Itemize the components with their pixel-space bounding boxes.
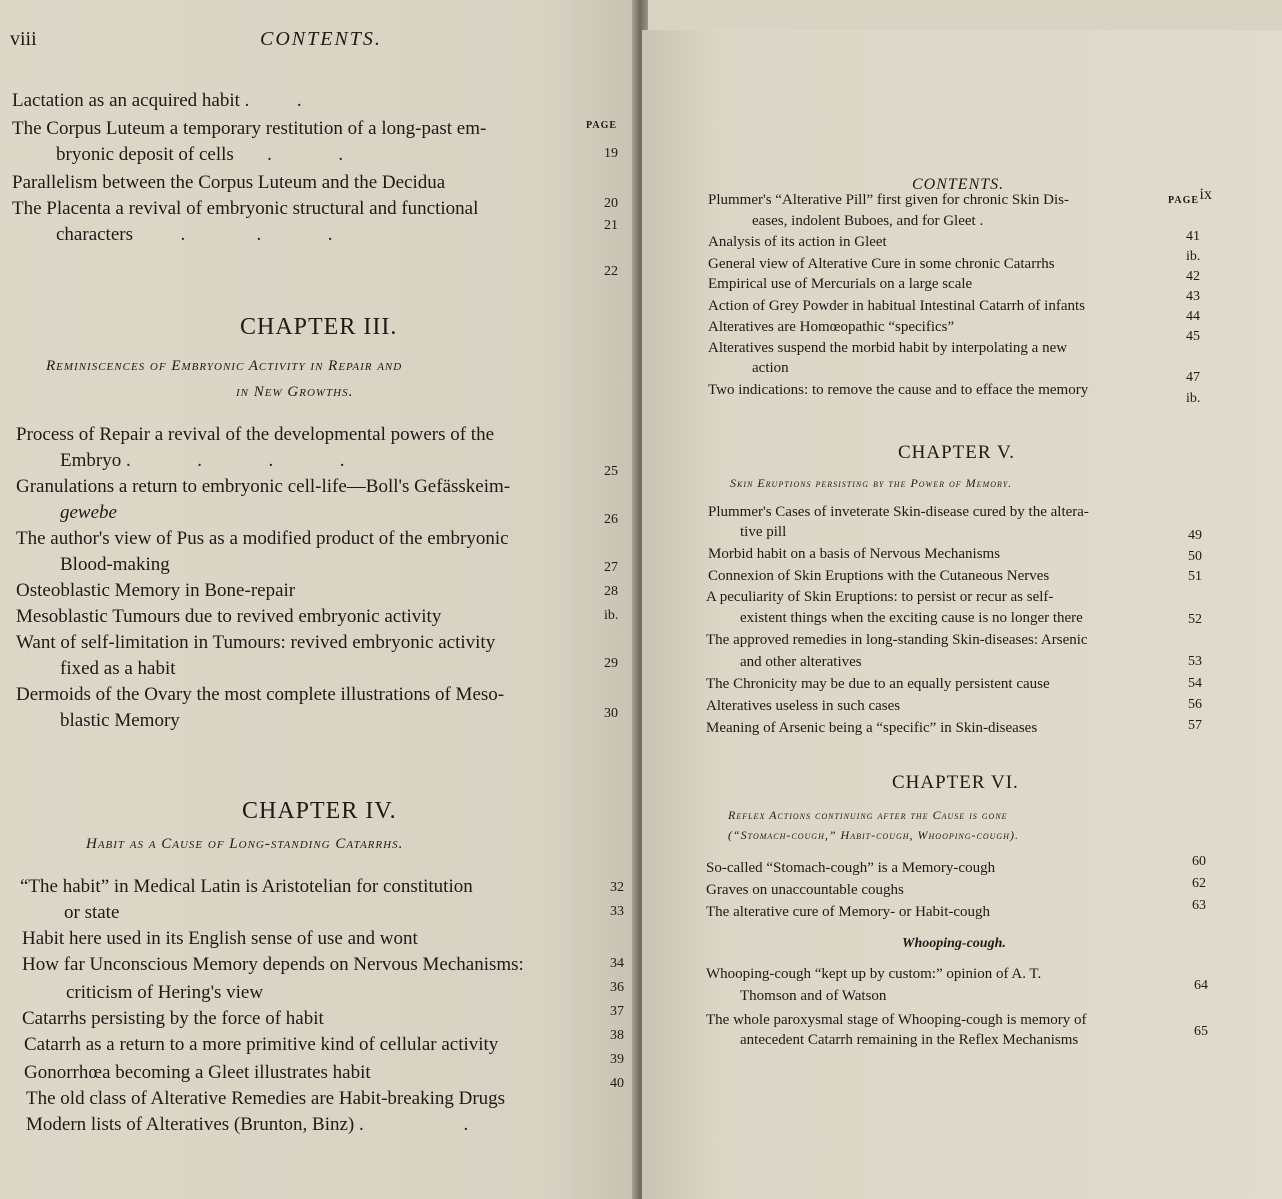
toc-entry: Alteratives useless in such cases: [706, 698, 901, 714]
toc-page-ref: 63: [1192, 898, 1206, 913]
chapter-subtitle: (“Stomach-cough,” Habit-cough, Whooping-cough).: [728, 828, 1019, 842]
chapter-title: CHAPTER VI.: [892, 772, 1019, 793]
toc-entry-cont: fixed as a habit: [60, 658, 176, 679]
toc-entry: Catarrhs persisting by the force of habit: [22, 1008, 324, 1029]
toc-entry-cont: gewebe: [60, 502, 117, 523]
toc-entry: “The habit” in Medical Latin is Aristotelian for constitution: [20, 876, 473, 897]
right-page: [642, 30, 1282, 1199]
toc-entry: Parallelism between the Corpus Luteum and the Decidua: [12, 172, 446, 193]
toc-page-ref: 41: [1186, 229, 1200, 244]
toc-entry-cont: or state: [64, 902, 120, 923]
toc-entry: The whole paroxysmal stage of Whooping-cough is memory of: [706, 1012, 1087, 1028]
toc-entry: Dermoids of the Ovary the most complete illustrations of Meso-: [16, 684, 505, 705]
toc-page-ref: 28: [604, 584, 618, 599]
toc-page-ref: 54: [1188, 676, 1202, 691]
toc-page-ref: 62: [1192, 876, 1206, 891]
toc-page-ref: 56: [1188, 697, 1202, 712]
chapter-subtitle: Skin Eruptions persisting by the Power of Memory.: [730, 476, 1013, 490]
toc-page-ref: 38: [610, 1028, 624, 1043]
toc-entry: A peculiarity of Skin Eruptions: to persist or recur as self-: [706, 589, 1054, 605]
toc-entry: General view of Alterative Cure in some chronic Catarrhs: [708, 256, 1055, 272]
toc-page-ref: 52: [1188, 612, 1202, 627]
chapter-subtitle: Reflex Actions continuing after the Cause is gone: [728, 808, 1008, 822]
chapter-subtitle: in New Growths.: [236, 384, 354, 400]
toc-entry: Alteratives are Homœopathic “specifics”: [708, 319, 955, 335]
toc-entry: Mesoblastic Tumours due to revived embryonic activity: [16, 606, 442, 627]
toc-page-ref: 65: [1194, 1024, 1208, 1039]
toc-entry: Catarrh as a return to a more primitive kind of cellular activity: [24, 1034, 499, 1055]
chapter-subtitle: Habit as a Cause of Long-standing Catarrhs.: [86, 836, 404, 852]
toc-entry: How far Unconscious Memory depends on Nervous Mechanisms:: [22, 954, 524, 975]
toc-entry: The Placenta a revival of embryonic structural and functional: [12, 198, 479, 219]
toc-page-ref: 53: [1188, 654, 1202, 669]
toc-entry: Modern lists of Alteratives (Brunton, Binz) . .: [26, 1114, 469, 1135]
toc-entry: Want of self-limitation in Tumours: revived embryonic activity: [16, 632, 496, 653]
toc-entry-cont: existent things when the exciting cause is no longer there: [740, 610, 1083, 626]
toc-page-ref: ib.: [1186, 391, 1201, 406]
chapter-title: CHAPTER III.: [240, 314, 398, 340]
left-page: [0, 0, 640, 1199]
toc-entry: Whooping-cough “kept up by custom:” opinion of A. T.: [706, 966, 1042, 982]
toc-entry: The old class of Alterative Remedies are Habit-breaking Drugs: [26, 1088, 506, 1109]
toc-page-ref: 36: [610, 980, 624, 995]
toc-entry-cont: antecedent Catarrh remaining in the Reflex Mechanisms: [740, 1032, 1079, 1048]
toc-page-ref: 26: [604, 512, 618, 527]
toc-entry-cont: and other alteratives: [740, 654, 862, 670]
toc-page-ref: 51: [1188, 569, 1202, 584]
toc-entry: Meaning of Arsenic being a “specific” in Skin-diseases: [706, 720, 1038, 736]
toc-entry-cont: criticism of Hering's view: [66, 982, 264, 1003]
toc-entry: Plummer's Cases of inveterate Skin-disease cured by the altera-: [708, 504, 1089, 520]
toc-page-ref: 57: [1188, 718, 1202, 733]
running-title: CONTENTS.: [912, 176, 1005, 193]
toc-page-ref: 47: [1186, 370, 1200, 385]
toc-page-ref: 50: [1188, 549, 1202, 564]
toc-page-ref: 64: [1194, 978, 1208, 993]
toc-entry: Process of Repair a revival of the developmental powers of the: [16, 424, 495, 445]
toc-entry: The approved remedies in long-standing Skin-diseases: Arsenic: [706, 632, 1088, 648]
toc-page-ref: 21: [604, 218, 618, 233]
chapter-subtitle: Reminiscences of Embryonic Activity in Repair and: [46, 358, 403, 374]
toc-page-ref: 25: [604, 464, 618, 479]
toc-page-ref: 39: [610, 1052, 624, 1067]
toc-page-ref: 27: [604, 560, 618, 575]
toc-entry: Osteoblastic Memory in Bone-repair: [16, 580, 296, 601]
toc-page-ref: 43: [1186, 289, 1200, 304]
toc-page-ref: 42: [1186, 269, 1200, 284]
toc-page-ref: 34: [610, 956, 624, 971]
toc-entry: The Corpus Luteum a temporary restitution of a long-past em-: [12, 118, 487, 139]
toc-page-ref: 19: [604, 146, 618, 161]
toc-entry: Granulations a return to embryonic cell-life—Boll's Gefässkeim-: [16, 476, 511, 497]
toc-entry: The author's view of Pus as a modified product of the embryonic: [16, 528, 509, 549]
toc-entry: Gonorrhœa becoming a Gleet illustrates habit: [24, 1062, 371, 1083]
toc-entry-cont: Blood-making: [60, 554, 170, 575]
toc-page-ref: 37: [610, 1004, 624, 1019]
toc-page-ref: 32: [610, 880, 624, 895]
toc-entry-cont: Thomson and of Watson: [740, 988, 887, 1004]
toc-page-ref: 49: [1188, 528, 1202, 543]
toc-entry: Empirical use of Mercurials on a large scale: [708, 276, 973, 292]
toc-page-ref: 29: [604, 656, 618, 671]
toc-page-ref: ib.: [1186, 249, 1201, 264]
section-heading: Whooping-cough.: [902, 936, 1006, 951]
page-number: ix: [1199, 186, 1212, 203]
toc-page-ref: 44: [1186, 309, 1200, 324]
toc-entry-cont: eases, indolent Buboes, and for Gleet .: [752, 213, 984, 229]
page-column-label: PAGE: [1168, 195, 1200, 206]
toc-page-ref: 60: [1192, 854, 1206, 869]
toc-entry-cont: tive pill: [740, 524, 787, 540]
page-column-label: PAGE: [586, 120, 618, 131]
toc-page-ref: ib.: [604, 608, 619, 623]
toc-entry: Habit here used in its English sense of use and wont: [22, 928, 418, 949]
chapter-title: CHAPTER IV.: [242, 798, 397, 824]
toc-entry: The alterative cure of Memory- or Habit-cough: [706, 904, 991, 920]
toc-entry-cont: blastic Memory: [60, 710, 180, 731]
toc-page-ref: 22: [604, 264, 618, 279]
toc-page-ref: 45: [1186, 329, 1200, 344]
toc-page-ref: 33: [610, 904, 624, 919]
toc-entry: So-called “Stomach-cough” is a Memory-cough: [706, 860, 996, 876]
toc-entry-cont: Embryo . . . .: [60, 450, 345, 471]
page-number: viii: [10, 28, 37, 50]
toc-page-ref: 40: [610, 1076, 624, 1091]
toc-entry: Action of Grey Powder in habitual Intestinal Catarrh of infants: [708, 298, 1085, 314]
toc-entry: The Chronicity may be due to an equally persistent cause: [706, 676, 1050, 692]
toc-page-ref: 20: [604, 196, 618, 211]
toc-entry: Connexion of Skin Eruptions with the Cutaneous Nerves: [708, 568, 1050, 584]
toc-entry: Graves on unaccountable coughs: [706, 882, 904, 898]
toc-entry: Morbid habit on a basis of Nervous Mechanisms: [708, 546, 1001, 562]
toc-entry-cont: bryonic deposit of cells . .: [56, 144, 344, 165]
toc-entry: Lactation as an acquired habit . .: [12, 90, 302, 111]
chapter-title: CHAPTER V.: [898, 442, 1015, 463]
toc-entry: Plummer's “Alterative Pill” first given for chronic Skin Dis-: [708, 192, 1069, 208]
toc-entry: Analysis of its action in Gleet: [708, 234, 887, 250]
running-title: CONTENTS.: [260, 28, 382, 50]
toc-entry-cont: action: [752, 360, 789, 376]
toc-entry: Two indications: to remove the cause and to efface the memory: [708, 382, 1089, 398]
toc-entry: Alteratives suspend the morbid habit by interpolating a new: [708, 340, 1068, 356]
toc-entry-cont: characters . . .: [56, 224, 333, 245]
toc-page-ref: 30: [604, 706, 618, 721]
